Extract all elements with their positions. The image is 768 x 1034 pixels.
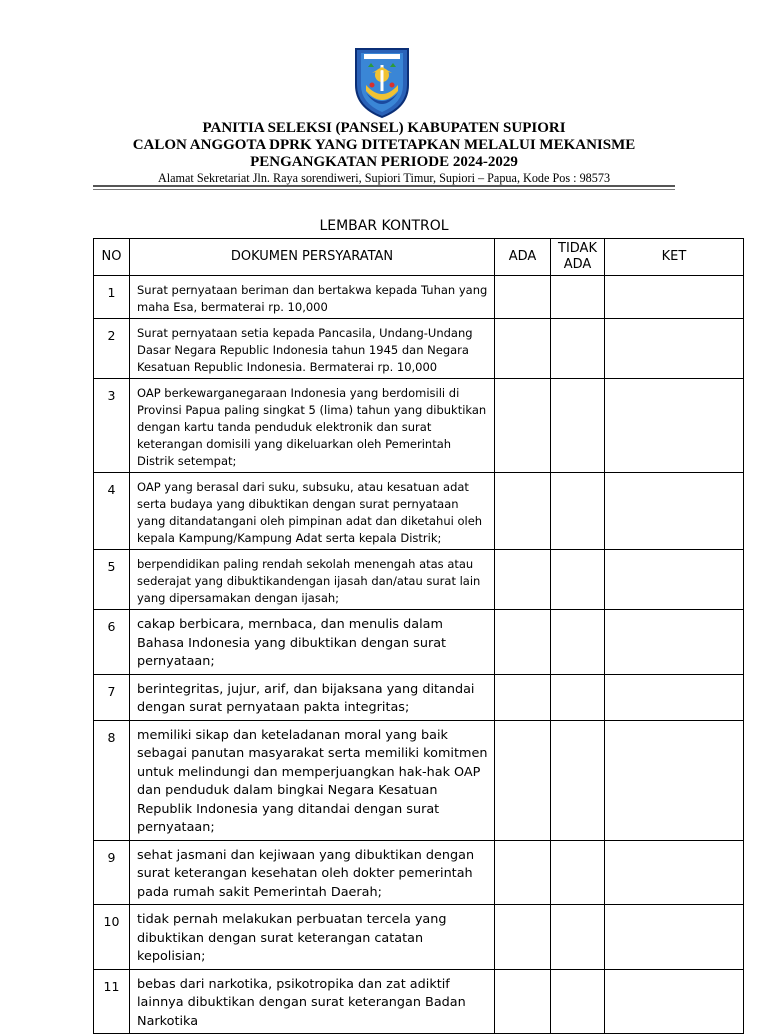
- kabupaten-supiori-logo-icon: [352, 45, 412, 119]
- col-header-ada: ADA: [495, 239, 551, 276]
- table-header-row: [94, 239, 744, 276]
- row-document: tidak pernah melakukan perbuatan tercela yang dibuktikan dengan surat keterangan catatan kepolisian;: [130, 905, 495, 970]
- table-row: [94, 550, 744, 610]
- table-row: [94, 379, 744, 473]
- table-row: [94, 473, 744, 550]
- row-number: 1: [94, 276, 130, 319]
- tidak-ada-checkbox-cell[interactable]: [551, 379, 605, 473]
- row-number: 8: [94, 720, 130, 840]
- ket-cell[interactable]: [605, 550, 744, 610]
- row-number: 3: [94, 379, 130, 473]
- ket-cell[interactable]: [605, 276, 744, 319]
- ada-checkbox-cell[interactable]: [495, 720, 551, 840]
- tidak-ada-checkbox-cell[interactable]: [551, 473, 605, 550]
- ada-checkbox-cell[interactable]: [495, 550, 551, 610]
- table-row: [94, 610, 744, 675]
- row-document: OAP berkewarganegaraan Indonesia yang berdomisili di Provinsi Papua paling singkat 5 (lima) tahun yang dibuktikan dengan kartu tanda penduduk elektronik dan surat keterangan domisili yang dikeluarkan oleh Pemerintah Distrik setempat;: [130, 379, 495, 473]
- committee-title: PANITIA SELEKSI (PANSEL) KABUPATEN SUPIORI: [202, 120, 566, 136]
- row-number: 4: [94, 473, 130, 550]
- ada-checkbox-cell[interactable]: [495, 674, 551, 720]
- tidak-ada-checkbox-cell[interactable]: [551, 720, 605, 840]
- col-header-ada-2: ADA: [563, 257, 592, 272]
- row-document: berintegritas, jujur, arif, dan bijaksana yang ditandai dengan surat pernyataan pakta integritas;: [130, 674, 495, 720]
- table-row: [94, 276, 744, 319]
- ket-cell[interactable]: [605, 473, 744, 550]
- ada-checkbox-cell[interactable]: [495, 473, 551, 550]
- col-header-ket: KET: [605, 239, 744, 276]
- row-number: 7: [94, 674, 130, 720]
- table-row: [94, 319, 744, 379]
- tidak-ada-checkbox-cell[interactable]: [551, 610, 605, 675]
- row-document: OAP yang berasal dari suku, subsuku, atau kesatuan adat serta budaya yang dibuktikan dengan surat pernyataan yang ditandatangani oleh pimpinan adat dan diketahui oleh kepala Kampung/Kampung Adat serta kepala Distrik;: [130, 473, 495, 550]
- table-row: [94, 905, 744, 970]
- control-sheet-table: [93, 238, 744, 1034]
- tidak-ada-checkbox-cell[interactable]: [551, 276, 605, 319]
- row-number: 11: [94, 969, 130, 1034]
- table-row: [94, 674, 744, 720]
- ket-cell[interactable]: [605, 379, 744, 473]
- ket-cell[interactable]: [605, 319, 744, 379]
- row-number: 2: [94, 319, 130, 379]
- document-title: LEMBAR KONTROL: [319, 218, 449, 234]
- ada-checkbox-cell[interactable]: [495, 905, 551, 970]
- tidak-ada-checkbox-cell[interactable]: [551, 319, 605, 379]
- tidak-ada-checkbox-cell[interactable]: [551, 840, 605, 905]
- period-title: PENGANGKATAN PERIODE 2024-2029: [250, 154, 518, 170]
- ada-checkbox-cell[interactable]: [495, 840, 551, 905]
- row-number: 10: [94, 905, 130, 970]
- tidak-ada-checkbox-cell[interactable]: [551, 905, 605, 970]
- col-header-document: DOKUMEN PERSYARATAN: [130, 239, 495, 276]
- ada-checkbox-cell[interactable]: [495, 276, 551, 319]
- row-number: 6: [94, 610, 130, 675]
- tidak-ada-checkbox-cell[interactable]: [551, 674, 605, 720]
- row-document: bebas dari narkotika, psikotropika dan zat adiktif lainnya dibuktikan dengan surat keterangan Badan Narkotika: [130, 969, 495, 1034]
- ket-cell[interactable]: [605, 840, 744, 905]
- header-divider-thin: [93, 189, 675, 190]
- col-header-tidak: TIDAK: [558, 241, 597, 256]
- ada-checkbox-cell[interactable]: [495, 319, 551, 379]
- col-header-tidak-ada: [551, 239, 605, 276]
- row-number: 9: [94, 840, 130, 905]
- ket-cell[interactable]: [605, 905, 744, 970]
- row-document: sehat jasmani dan kejiwaan yang dibuktikan dengan surat keterangan kesehatan oleh dokter pemerintah pada rumah sakit Pemerintah Daerah;: [130, 840, 495, 905]
- row-document: berpendidikan paling rendah sekolah menengah atas atau sederajat yang dibuktikandengan ijasah dan/atau surat lain yang dipersamakan dengan ijasah;: [130, 550, 495, 610]
- row-document: cakap berbicara, mernbaca, dan menulis dalam Bahasa Indonesia yang dibuktikan dengan surat pernyataan;: [130, 610, 495, 675]
- ket-cell[interactable]: [605, 720, 744, 840]
- ada-checkbox-cell[interactable]: [495, 379, 551, 473]
- candidate-title: CALON ANGGOTA DPRK YANG DITETAPKAN MELALUI MEKANISME: [132, 137, 636, 153]
- ket-cell[interactable]: [605, 610, 744, 675]
- header-divider: [93, 185, 675, 187]
- col-header-no: NO: [94, 239, 130, 276]
- row-document: Surat pernyataan setia kepada Pancasila, Undang-Undang Dasar Negara Republic Indonesia tahun 1945 dan Negara Kesatuan Republic Indonesia. Bermaterai rp. 10,000: [130, 319, 495, 379]
- row-number: 5: [94, 550, 130, 610]
- ket-cell[interactable]: [605, 674, 744, 720]
- row-document: memiliki sikap dan keteladanan moral yang baik sebagai panutan masyarakat serta memiliki komitmen untuk melindungi dan memperjuangkan hak-hak OAP dan penduduk dalam bingkai Negara Kesatuan Republik Indonesia yang ditandai dengan surat pernyataan;: [130, 720, 495, 840]
- ada-checkbox-cell[interactable]: [495, 610, 551, 675]
- table-row: [94, 720, 744, 840]
- tidak-ada-checkbox-cell[interactable]: [551, 550, 605, 610]
- row-document: Surat pernyataan beriman dan bertakwa kepada Tuhan yang maha Esa, bermaterai rp. 10,000: [130, 276, 495, 319]
- table-row: [94, 840, 744, 905]
- secretariat-address: Alamat Sekretariat Jln. Raya sorendiweri, Supiori Timur, Supiori – Papua, Kode Pos : 98573: [157, 171, 611, 185]
